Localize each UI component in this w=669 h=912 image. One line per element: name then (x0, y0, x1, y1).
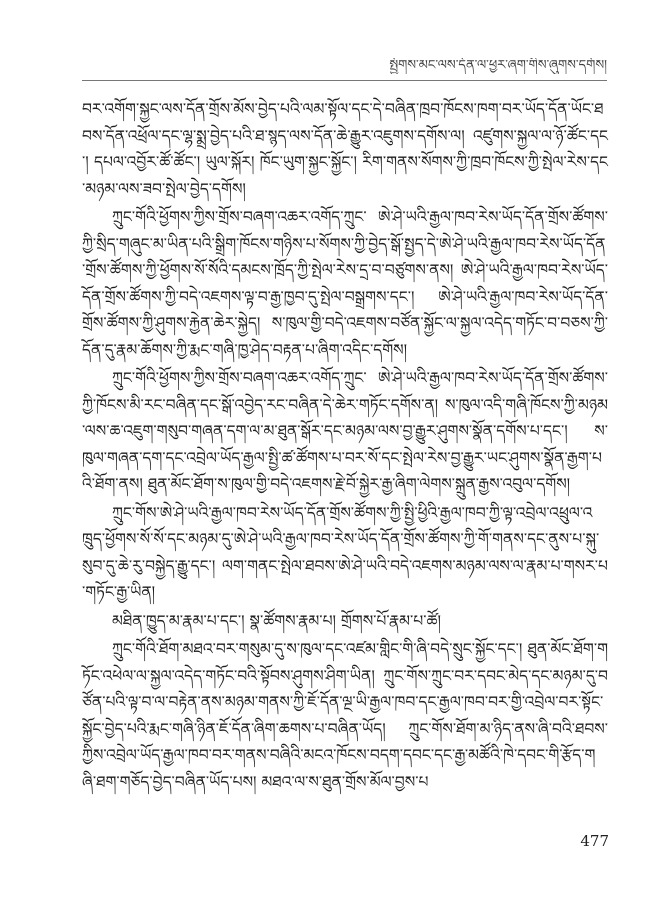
running-header: སྤྱོགས་མང་ལས་དོན་ལ་ཕྱར་ཞག་གིས་ཞུགས་དགོས། (389, 58, 607, 73)
paragraph-1: བར་འགོག་སྐྱང་ལས་དོན་གྲོས་མོས་བྱེད་པའི་ལམ་སྟོལ་དང་དེ་བཞིན་ཁྲབ་ཁོངས་ཁག་བར་ཡོད་དོན་ཡོང་ཐབས་དོན་འཕྲོལ་དང་ལྷ་སྨྲ་བྱེད་པའི་ཐ་སྙད་ལས་དོན་ཆེ་རྒྱུར་འཇུགས་དགོས་ལ། འཛུགས་སྐྱལ་ལ་ཉོ་ཚོང་དང་། དཔལ་འབྱོར་ཚོ་ཚོང་། ཡུལ་སྐོར། ཁོང་ཡུག་སྐྱང་སྐྱོང་། རིག་གནས་སོགས་ཀྱི་ཁྲབ་ཁོངས་ཀྱི་སྤེལ་རེས་དང་མཉམ་ལས་ཟབ་སྤེལ་བྱེད་དགོས། (82, 100, 608, 198)
paragraph-3: ཀྲུང་གོའི་ཕྱོགས་ཀྱིས་གྲོས་བཞག་འཆར་འགོད་ཀྲུང་ ཨེ་ཤེ་ཡའི་རྒྱལ་ཁབ་རེས་ཡོད་དོན་གྲོས་ཚོགས་ཀྱི་ཁོངས་མི་རང་བཞིན་དང་སྒོ་འབྱེད་རང་བཞིན་དེ་ཆེར་གཏོང་དགོས་ན། ས་ཁུལ་འདི་གཞི་ཁོངས་ཀྱི་མཉམ་ལས་ཆ་འཇུག་གསུབ་གཞན་དག་ལ་མ་ཐུན་སྒོར་དང་མཉམ་ལས་བྱ་རྒྱུར་ཤུགས་སྣོན་དགོས་པ་དང་། ས་ཁུལ་གཞན་དག་དང་འབྲེལ་ཡོད་རྒྱལ་སྤྱི་ཚ་ཚོགས་པ་བར་སོ་དང་སྤེལ་རེས་བྱ་རྒྱུར་ཡང་ཤུགས་སྣོན་རྒྱག་པའི་ཐོག་ནས། ཐུན་མོང་ཐོག་ས་ཁུལ་གྱི་བདེ་འཇགས་རྗེ་བོ་སྐྱེར་རྒྱ་ཞིག་ལེགས་སྐྲུན་རྒྱས་འབུལ་དགོས། (82, 369, 608, 493)
header-divider (82, 80, 607, 81)
paragraph-2: ཀྲུང་གོའི་ཕྱོགས་ཀྱིས་གྲོས་བཞག་འཆར་འགོད་ཀྲུང་ ཨེ་ཤེ་ཡའི་རྒྱལ་ཁབ་རེས་ཡོད་དོན་གྲོས་ཚོགས་ཀྱི་སྲིད་གཞུང་མ་ཡིན་པའི་སྒྲིག་ཁོངས་གཉིས་པ་སོགས་ཀྱི་བྱེད་སྒོ་སྤྱད་དེ་ཨེ་ཤེ་ཡའི་རྒྱལ་ཁབ་རེས་ཡོད་དོན་གྲོས་ཚོགས་ཀྱི་ཕྱོགས་སོ་སོའི་དམངས་ཁྲོད་ཀྱི་སྤེལ་རེས་དྲ་བ་བཙུགས་ནས། ཨེ་ཤེ་ཡའི་རྒྱལ་ཁབ་རེས་ཡོད་དོན་གྲོས་ཚོགས་ཀྱི་བདེ་འཇགས་ལྟ་བ་རྒྱ་ཁྱབ་དུ་སྤེལ་བསྒྲགས་དང་། ཨེ་ཤེ་ཡའི་རྒྱལ་ཁབ་རེས་ཡོད་དོན་གྲོས་ཚོགས་ཀྱི་ཤུགས་རྐྱེན་ཆེར་སྐྱེད། ས་ཁུལ་གྱི་བདེ་འཇགས་བཙོན་སྐྱོང་ལ་སྐྱལ་འདེད་གཏོང་བ་བཅས་ཀྱི་དོན་དུ་རྣམ་ཆོགས་ཀྱི་རྨང་གཞི་ཁྱ་ཤེད་བརྟན་པ་ཞིག་འདིང་དགོས། (82, 208, 608, 359)
paragraph-4: ཀྲུང་གོས་ཨེ་ཤེ་ཡའི་རྒྱལ་ཁབ་རེས་ཡོད་དོན་གྲོས་ཚོགས་ཀྱི་སྤྱི་ཕྱིའི་རྒྱལ་ཁབ་ཀྱི་ལྟ་འབྲེལ་འཕྲུལ་འཁྲུད་ཕྱོགས་སོ་སོ་དང་མཉམ་དུ་ཨེ་ཤེ་ཡའི་རྒྱལ་ཁབ་རེས་ཡོད་དོན་གྲོས་ཚོགས་ཀྱི་གོ་གནས་དང་ནུས་པ་སྐུ་སུབ་དུ་ཆེ་རུ་བསྐྱེད་རྒྱུ་དང་། ལག་གནང་སྤེལ་ཐབས་ཨེ་ཤེ་ཡའི་བདེ་འཇགས་མཉམ་ལས་ལ་རྣམ་པ་གསར་པ་གཏོང་རྒྱ་ཡིན། (82, 503, 608, 601)
salutation: མཐིན་ཁྱུད་མ་རྣམ་པ་དང་། སྣ་ཚོགས་རྣམ་པ། གྲོགས་པོ་རྣམ་པ་ཚོ། (112, 611, 441, 630)
body-text (82, 96, 608, 795)
page-number: 477 (580, 832, 609, 850)
paragraph-5: ཀྲུང་གོའི་ཐོག་མཐའ་བར་གསུམ་དུ་ས་ཁུལ་དང་འཛམ་གླིང་གི་ཞི་བདེ་སྲུང་སྐྱོང་དང་། ཐུན་མོང་ཐོག་གཏོང་འཕེལ་ལ་སྐྱལ་འདེད་གཏོང་བའི་སྟོབས་ཤུགས་ཤིག་ཡིན། ཀྲུང་གོས་ཀྲུང་བར་དབང་མེད་དང་མཉམ་དུ་བཙོན་པའི་ལྟ་བ་ལ་བརྟེན་ནས་མཉམ་གནས་ཀྱི་ཇོ་དོན་ལྔ་ཡི་རྒྱལ་ཁབ་དང་རྒྱལ་ཁབ་བར་གྱི་འབྲེལ་བར་སྟོང་སྐྱོང་བྱེད་པའི་རྨང་གཞི་ཉིན་ཇོ་དོན་ཞིག་ཆགས་པ་བཞིན་ཡོད། ཀྲུང་གོས་ཐོག་མ་ཉིད་ནས་ཞི་བའི་ཐབས་ཀྱིས་འབྲེལ་ཡོད་རྒྱལ་ཁབ་བར་གནས་བཞིའི་མངའ་ཁོངས་བདག་དབང་དང་རྒྱ་མཚོའི་ཁེ་དབང་གི་རྩོད་གཞི་ཐག་གཅོད་བྱེད་བཞིན་ཡོད་པས། མཐའ་ལ་ས་ཐུན་གྲོས་མོལ་བྱས་པ (82, 640, 608, 791)
